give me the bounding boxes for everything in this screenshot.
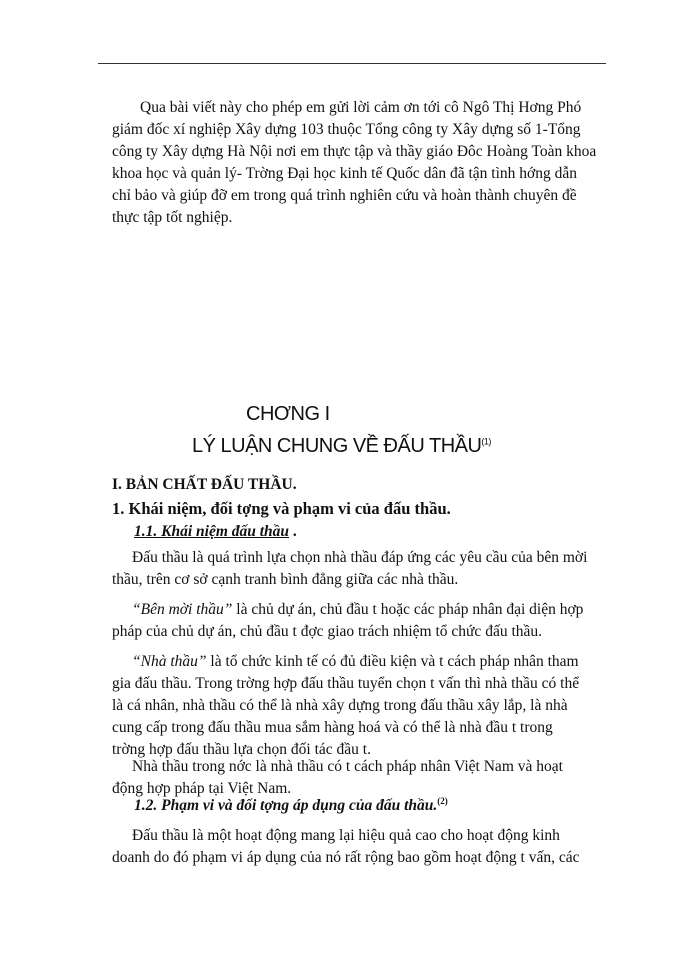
definition-paragraph — [112, 599, 590, 643]
text-line: thực tập tốt nghiệp. — [112, 209, 233, 226]
text-line: giám đốc xí nghiệp Xây dựng 103 thuộc Tổng công ty Xây dựng số 1-Tổng — [112, 121, 581, 138]
text-line: cung cấp trong đấu thầu mua sắm hàng hoá và có thể là nhà đầu t trong — [112, 719, 553, 736]
text-line: khoa học và quản lý- Trờng Đại học kinh tế Quốc dân đã tận tình hớng dẫn — [112, 165, 577, 182]
text-line: chỉ bảo và giúp đỡ em trong quá trình nghiên cứu và hoàn thành chuyên đề — [112, 187, 577, 204]
text-line: Đấu thầu là một hoạt động mang lại hiệu quả cao cho hoạt động kinh — [132, 827, 560, 844]
term: “Nhà thầu” — [132, 653, 207, 670]
text-line: pháp của chủ dự án, chủ đầu t đợc giao trách nhiệm tổ chức đấu thầu. — [112, 623, 543, 640]
text-line: “Nhà thầu” là tổ chức kinh tế có đủ điều kiện và t cách pháp nhân tham — [132, 653, 579, 670]
section-heading: I. BẢN CHẤT ĐẤU THẦU. — [112, 476, 297, 493]
subsubsection-heading — [134, 796, 448, 815]
subsubsection-heading: 1.1. Khái niệm đấu thầu . — [134, 523, 297, 540]
text-line: công ty Xây dựng Hà Nội nơi em thực tập và thầy giáo Đôc Hoàng Toàn khoa — [112, 143, 597, 160]
text-line: doanh do đó phạm vi áp dụng của nó rất rộng bao gồm hoạt động t vấn, các — [112, 849, 580, 866]
text-line: gia đấu thầu. Trong trờng hợp đấu thầu tuyển chọn t vấn thì nhà thầu có thể — [112, 675, 580, 692]
acknowledgement-paragraph — [112, 97, 597, 229]
footnote-ref: (2) — [437, 796, 448, 806]
footnote-ref: (1) — [481, 436, 491, 447]
definition-paragraph — [112, 651, 590, 761]
definition-paragraph — [112, 547, 590, 591]
text-line: là cá nhân, nhà thầu có thể là nhà xây dựng trong đấu thầu xây lắp, là nhà — [112, 697, 568, 714]
chapter-number: CHƠNG I — [246, 403, 330, 425]
text-line: Nhà thầu trong nớc là nhà thầu có t cách pháp nhân Việt Nam và hoạt — [132, 758, 563, 775]
definition-paragraph — [112, 756, 590, 800]
body-paragraph — [112, 825, 590, 869]
header-rule — [98, 63, 606, 64]
chapter-title-text: LÝ LUẬN CHUNG VỀ ĐẤU THẦU — [192, 435, 482, 457]
term: “Bên mời thầu” — [132, 601, 233, 618]
subsubsection-heading-text: 1.2. Phạm vi và đối tợng áp dụng của đấu thầu. — [134, 797, 438, 815]
text-line: Đấu thầu là quá trình lựa chọn nhà thầu đáp ứng các yêu cầu của bên mời — [132, 549, 588, 566]
text-line: Qua bài viết này cho phép em gửi lời cảm ơn tới cô Ngô Thị Hơng Phó — [140, 99, 582, 116]
subsubsection-heading-text: 1.1. Khái niệm đấu thầu — [134, 523, 290, 540]
chapter-title — [0, 435, 700, 458]
subsection-heading: 1. Khái niệm, đối tợng và phạm vi của đấu thầu. — [112, 499, 451, 518]
text-line: động hợp pháp tại Việt Nam. — [112, 780, 292, 797]
text-line: trờng hợp đấu thầu lựa chọn đối tác đầu t. — [112, 741, 371, 758]
text-line: “Bên mời thầu” là chủ dự án, chủ đầu t hoặc các pháp nhân đại diện hợp — [132, 601, 584, 618]
text-line: thầu, trên cơ sở cạnh tranh bình đẳng giữa các nhà thầu. — [112, 571, 459, 588]
